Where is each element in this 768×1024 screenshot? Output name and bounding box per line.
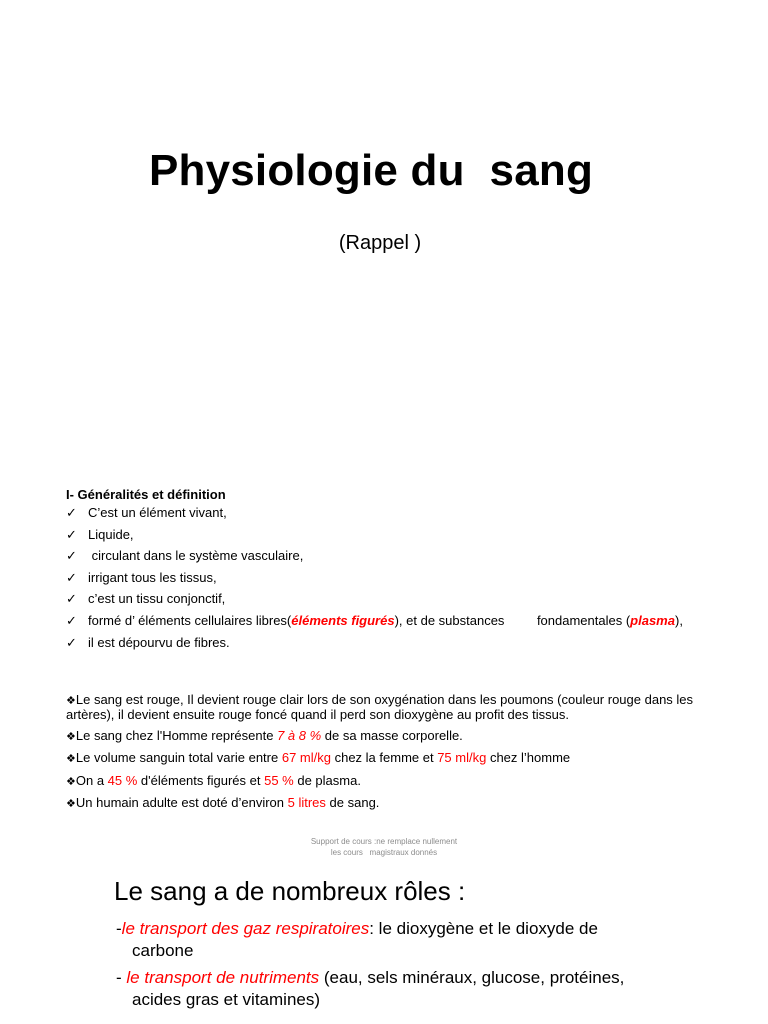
list-item: ✓ formé d’ éléments cellulaires libres(éléments figurés), et de substances fondamentales (plasma), <box>66 612 683 628</box>
check-icon: ✓ <box>66 569 77 585</box>
list-item: ✓ irrigant tous les tissus, <box>66 569 217 585</box>
diamond-bullet-icon: ❖ <box>66 731 76 744</box>
check-icon: ✓ <box>66 526 77 542</box>
check-icon: ✓ <box>66 505 77 520</box>
check-icon: ✓ <box>66 591 77 607</box>
list-item: ✓ il est dépourvu de fibres. <box>66 634 230 650</box>
list-item: - le transport de nutriments (eau, sels minéraux, glucose, protéines, acides gras et vitamines) <box>116 968 625 1009</box>
list-item: ❖Le sang chez l'Homme représente 7 à 8 % de sa masse corporelle. <box>66 728 463 744</box>
diamond-bullet-icon: ❖ <box>66 775 76 788</box>
list-item: ✓ c’est un tissu conjonctif, <box>66 591 226 607</box>
list-item: ❖Le sang est rouge, Il devient rouge clair lors de son oxygénation dans les poumons (couleur rouge dans les artères), il devient ensuite rouge foncé quand il perd son dioxygène au profit des tissus. <box>66 692 694 722</box>
check-icon: ✓ <box>66 548 77 564</box>
section-heading: I- Généralités et définition <box>66 487 226 502</box>
list-item: ❖Le volume sanguin total varie entre 67 ml/kg chez la femme et 75 ml/kg chez l’homme <box>66 750 571 766</box>
list-item: ✓ C’est un élément vivant, <box>66 505 227 520</box>
diamond-bullet-icon: ❖ <box>66 695 76 707</box>
definition-checklist <box>66 506 696 657</box>
check-icon: ✓ <box>66 634 77 650</box>
list-item: ✓ Liquide, <box>66 526 134 542</box>
list-item: ✓ circulant dans le système vasculaire, <box>66 548 304 564</box>
check-icon: ✓ <box>66 612 77 628</box>
roles-list <box>116 918 676 1016</box>
roles-title: Le sang a de nombreux rôles : <box>114 876 466 906</box>
diamond-bullet-icon: ❖ <box>66 797 76 810</box>
facts-list <box>66 693 726 818</box>
page-title: Physiologie du sang <box>148 146 594 195</box>
list-item: ❖On a 45 % d'éléments figurés et 55 % de plasma. <box>66 772 361 788</box>
list-item: ❖Un humain adulte est doté d’environ 5 litres de sang. <box>66 794 380 810</box>
footer-note: Support de cours :ne remplace nullement les cours magistraux donnés <box>310 837 458 857</box>
page-subtitle: (Rappel ) <box>338 232 422 254</box>
diamond-bullet-icon: ❖ <box>66 753 76 766</box>
list-item: -le transport des gaz respiratoires: le dioxygène et le dioxyde de carbone <box>116 919 598 960</box>
